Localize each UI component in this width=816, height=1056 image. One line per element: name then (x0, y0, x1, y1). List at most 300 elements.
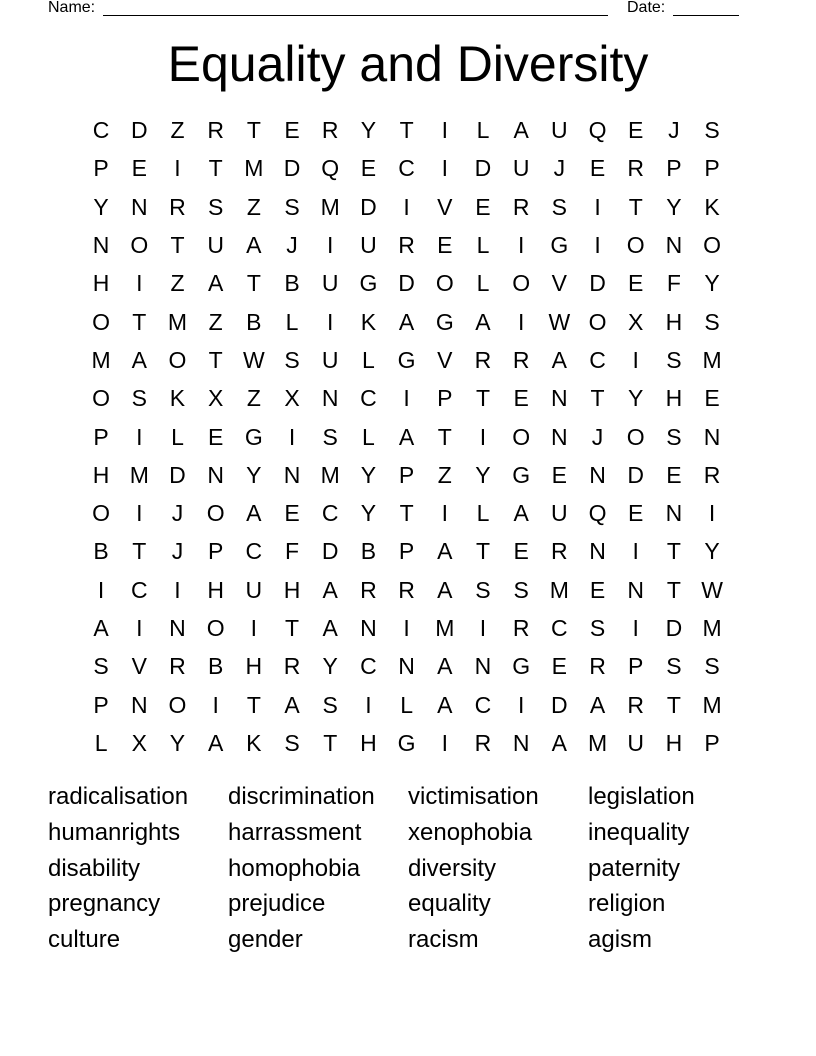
grid-cell[interactable]: A (131, 346, 147, 373)
grid-cell[interactable]: L (476, 270, 490, 297)
grid-cell[interactable]: E (551, 653, 568, 680)
grid-cell[interactable]: A (551, 729, 568, 756)
grid-cell[interactable]: S (704, 653, 720, 680)
grid-cell[interactable]: B (207, 653, 224, 680)
grid-cell[interactable]: J (171, 538, 184, 565)
grid-cell[interactable]: U (321, 346, 339, 373)
grid-cell[interactable]: A (589, 691, 606, 718)
grid-cell[interactable]: L (94, 729, 108, 756)
grid-cell[interactable]: N (589, 461, 606, 488)
grid-cell[interactable]: B (246, 308, 262, 335)
grid-cell[interactable]: A (475, 308, 491, 335)
grid-cell[interactable]: M (91, 346, 111, 373)
grid-cell[interactable]: Y (169, 729, 186, 756)
grid-cell[interactable]: O (92, 385, 111, 412)
grid-cell[interactable]: S (704, 308, 720, 335)
grid-cell[interactable]: G (512, 461, 531, 488)
grid-cell[interactable]: G (397, 346, 416, 373)
grid-cell[interactable]: L (476, 117, 490, 144)
grid-cell[interactable]: H (665, 308, 683, 335)
grid-cell[interactable]: I (632, 538, 639, 565)
grid-cell[interactable]: G (435, 308, 454, 335)
grid-cell[interactable]: I (212, 691, 219, 718)
grid-cell[interactable]: O (92, 500, 111, 527)
grid-cell[interactable]: A (437, 576, 453, 603)
grid-cell[interactable]: O (168, 691, 187, 718)
grid-cell[interactable]: N (665, 500, 683, 527)
word-list-item: culture (48, 926, 121, 954)
grid-cell[interactable]: P (207, 538, 224, 565)
grid-cell[interactable]: N (474, 653, 492, 680)
grid-cell[interactable]: I (403, 385, 410, 412)
grid-cell[interactable]: T (666, 576, 681, 603)
grid-cell[interactable]: Q (588, 500, 607, 527)
grid-cell[interactable]: P (704, 155, 720, 182)
grid-cell[interactable]: D (321, 538, 339, 565)
grid-cell[interactable]: U (551, 117, 568, 144)
grid-cell[interactable]: J (591, 423, 604, 450)
grid-cell[interactable]: C (398, 155, 415, 182)
grid-cell[interactable]: C (92, 117, 110, 144)
grid-cell[interactable]: O (206, 500, 225, 527)
grid-cell[interactable]: R (321, 117, 339, 144)
grid-cell[interactable]: I (441, 729, 448, 756)
grid-cell[interactable]: U (551, 500, 568, 527)
grid-cell[interactable]: B (360, 538, 377, 565)
grid-cell[interactable]: L (362, 346, 375, 373)
grid-cell[interactable]: H (92, 461, 110, 488)
grid-cell[interactable]: X (284, 385, 300, 412)
grid-cell[interactable]: O (512, 423, 531, 450)
name-blank-line[interactable] (103, 15, 608, 16)
grid-cell[interactable]: Y (246, 461, 262, 488)
grid-cell[interactable]: I (174, 576, 181, 603)
grid-cell[interactable]: O (435, 270, 454, 297)
grid-cell[interactable]: U (321, 270, 339, 297)
grid-cell[interactable]: O (626, 423, 645, 450)
grid-cell[interactable]: D (551, 691, 568, 718)
grid-cell[interactable]: V (131, 653, 147, 680)
grid-cell[interactable]: A (398, 423, 415, 450)
grid-cell[interactable]: P (93, 423, 109, 450)
grid-cell[interactable]: P (437, 385, 453, 412)
grid-cell[interactable]: H (207, 576, 224, 603)
grid-cell[interactable]: I (327, 232, 334, 259)
grid-cell[interactable]: D (627, 461, 645, 488)
grid-cell[interactable]: I (441, 117, 448, 144)
grid-cell[interactable]: A (322, 576, 338, 603)
grid-cell[interactable]: N (321, 385, 339, 412)
grid-cell[interactable]: T (285, 615, 300, 641)
grid-cell[interactable]: N (398, 653, 415, 680)
grid-cell[interactable]: A (437, 653, 453, 680)
grid-cell[interactable]: R (474, 729, 492, 756)
grid-cell[interactable]: G (550, 232, 569, 259)
grid-cell[interactable]: T (399, 500, 414, 527)
grid-cell[interactable]: S (322, 691, 338, 718)
grid-cell[interactable]: G (359, 270, 378, 297)
grid-cell[interactable]: L (476, 232, 490, 259)
grid-row (82, 341, 732, 379)
grid-cell[interactable]: A (207, 270, 224, 297)
grid-cell[interactable]: G (512, 653, 531, 680)
grid-cell[interactable]: K (246, 729, 262, 756)
grid-cell[interactable]: P (93, 155, 109, 182)
grid-cell[interactable]: Y (360, 500, 377, 527)
grid-cell[interactable]: U (207, 232, 224, 259)
grid-cell[interactable]: J (668, 117, 680, 144)
grid-cell[interactable]: F (666, 270, 681, 297)
grid-row (82, 111, 732, 149)
grid-cell[interactable]: S (322, 423, 338, 450)
grid-cell[interactable]: E (666, 461, 682, 488)
grid-cell[interactable]: D (665, 615, 683, 641)
grid-cell[interactable]: M (587, 729, 608, 756)
grid-cell[interactable]: Z (246, 385, 261, 412)
grid-cell[interactable]: Z (170, 270, 185, 297)
grid-cell[interactable]: E (284, 117, 300, 144)
grid-cell[interactable]: W (242, 346, 265, 373)
grid-cell[interactable]: H (283, 576, 301, 603)
grid-cell[interactable]: O (703, 232, 722, 259)
grid-cell[interactable]: H (360, 729, 377, 756)
grid-cell[interactable]: K (704, 193, 720, 220)
grid-cell[interactable]: E (475, 193, 491, 220)
grid-cell[interactable]: T (323, 729, 338, 756)
grid-cell[interactable]: N (627, 576, 645, 603)
grid-cell[interactable]: P (628, 653, 644, 680)
grid-cell[interactable]: I (97, 576, 105, 603)
grid-cell[interactable]: V (551, 270, 568, 297)
grid-cell[interactable]: M (320, 461, 340, 488)
grid-cell[interactable]: M (244, 155, 264, 182)
grid-cell[interactable]: R (627, 691, 645, 718)
grid-cell[interactable]: G (397, 729, 416, 756)
grid-cell[interactable]: C (360, 653, 377, 680)
grid-cell[interactable]: V (437, 193, 453, 220)
grid-cell[interactable]: V (437, 346, 453, 373)
grid-cell[interactable]: E (628, 117, 644, 144)
grid-cell[interactable]: K (169, 385, 186, 412)
grid-cell[interactable]: S (284, 193, 300, 220)
grid-cell[interactable]: M (549, 576, 569, 603)
grid-cell[interactable]: W (701, 576, 723, 603)
grid-cell[interactable]: N (360, 615, 377, 641)
grid-cell[interactable]: A (437, 538, 453, 565)
grid-cell[interactable]: E (360, 155, 377, 182)
grid-cell[interactable]: I (632, 346, 639, 373)
grid-cell[interactable]: I (288, 423, 296, 450)
grid-cell[interactable]: C (360, 385, 377, 412)
grid-cell[interactable]: U (360, 232, 377, 259)
grid-cell[interactable]: R (207, 117, 224, 144)
grid-cell[interactable]: N (130, 193, 148, 220)
grid-cell[interactable]: M (320, 193, 340, 220)
grid-cell[interactable]: Z (170, 117, 185, 144)
grid-cell[interactable]: Z (437, 461, 452, 488)
grid-cell[interactable]: M (129, 461, 149, 488)
grid-cell[interactable]: S (207, 193, 224, 220)
grid-cell[interactable]: I (708, 500, 716, 527)
grid-cell[interactable]: P (704, 729, 720, 756)
grid-cell[interactable]: R (512, 346, 530, 373)
grid-cell[interactable]: T (170, 232, 185, 259)
grid-cell[interactable]: A (246, 232, 262, 259)
grid-cell[interactable]: H (665, 729, 683, 756)
grid-cell[interactable]: X (207, 385, 224, 412)
date-blank-line[interactable] (673, 15, 739, 16)
grid-cell[interactable]: T (246, 117, 261, 144)
letter-grid (82, 111, 732, 762)
grid-cell[interactable]: I (136, 423, 143, 450)
grid-cell[interactable]: R (627, 155, 645, 182)
grid-cell[interactable]: T (475, 385, 490, 412)
grid-cell[interactable]: T (666, 691, 681, 718)
grid-cell[interactable]: N (130, 691, 148, 718)
grid-cell[interactable]: R (398, 576, 415, 603)
grid-cell[interactable]: L (476, 500, 490, 527)
grid-cell[interactable]: C (474, 691, 492, 718)
grid-cell[interactable]: I (174, 155, 181, 182)
grid-cell[interactable]: N (207, 461, 224, 488)
grid-cell[interactable]: O (206, 615, 225, 641)
grid-cell[interactable]: R (512, 193, 530, 220)
grid-cell[interactable]: Y (322, 653, 338, 680)
grid-cell[interactable]: J (286, 232, 298, 259)
grid-cell[interactable]: I (136, 270, 143, 297)
grid-cell[interactable]: F (285, 538, 300, 565)
grid-cell[interactable]: B (93, 538, 109, 565)
grid-cell[interactable]: H (665, 385, 683, 412)
grid-cell[interactable]: R (474, 346, 492, 373)
grid-cell[interactable]: E (131, 155, 147, 182)
grid-cell[interactable]: S (284, 346, 300, 373)
grid-cell[interactable]: R (169, 193, 186, 220)
grid-cell[interactable]: L (285, 308, 299, 335)
grid-cell[interactable]: I (403, 615, 410, 641)
grid-cell[interactable]: U (245, 576, 263, 603)
grid-cell[interactable]: I (250, 615, 258, 641)
grid-cell[interactable]: N (169, 615, 186, 641)
grid-cell[interactable]: I (136, 615, 143, 641)
grid-cell[interactable]: A (93, 615, 109, 641)
grid-cell[interactable]: I (632, 615, 639, 641)
grid-cell[interactable]: E (704, 385, 720, 412)
grid-cell[interactable]: P (93, 691, 109, 718)
grid-cell[interactable]: E (551, 461, 568, 488)
grid-cell[interactable]: I (441, 500, 448, 527)
grid-cell[interactable]: Y (704, 270, 720, 297)
grid-cell[interactable]: T (590, 385, 605, 412)
grid-cell[interactable]: R (703, 461, 721, 488)
grid-cell[interactable]: R (589, 653, 606, 680)
grid-cell[interactable]: O (130, 232, 149, 259)
grid-cell[interactable]: T (628, 193, 643, 220)
grid-cell[interactable]: X (131, 729, 147, 756)
grid-cell[interactable]: R (169, 653, 186, 680)
grid-cell[interactable]: H (92, 270, 110, 297)
grid-cell[interactable]: A (322, 615, 338, 641)
grid-cell[interactable]: A (551, 346, 568, 373)
grid-cell[interactable]: Y (360, 117, 377, 144)
grid-cell[interactable]: M (702, 691, 722, 718)
grid-cell[interactable]: Q (321, 155, 340, 182)
grid-cell[interactable]: E (437, 232, 453, 259)
grid-cell[interactable]: L (362, 423, 375, 450)
grid-cell[interactable]: I (594, 232, 601, 259)
grid-cell[interactable]: D (130, 117, 148, 144)
grid-cell[interactable]: S (666, 423, 682, 450)
grid-cell[interactable]: I (479, 615, 487, 641)
grid-cell[interactable]: U (512, 155, 530, 182)
grid-cell[interactable]: N (512, 729, 530, 756)
grid-cell[interactable]: S (704, 117, 720, 144)
grid-cell[interactable]: I (517, 691, 525, 718)
grid-cell[interactable]: A (284, 691, 300, 718)
grid-cell[interactable]: A (207, 729, 224, 756)
grid-cell[interactable]: M (435, 615, 455, 641)
grid-cell[interactable]: I (594, 193, 601, 220)
grid-cell[interactable]: S (513, 576, 529, 603)
grid-cell[interactable]: L (400, 691, 413, 718)
grid-row (82, 571, 732, 609)
grid-cell[interactable]: Y (360, 461, 377, 488)
grid-cell[interactable]: I (365, 691, 372, 718)
grid-cell[interactable]: N (551, 423, 568, 450)
grid-cell[interactable]: S (551, 193, 568, 220)
grid-cell[interactable]: D (589, 270, 606, 297)
grid-cell[interactable]: E (513, 538, 529, 565)
grid-cell[interactable]: Y (666, 193, 682, 220)
grid-cell[interactable]: T (132, 538, 147, 565)
grid-cell[interactable]: T (246, 691, 261, 718)
grid-cell[interactable]: S (666, 346, 682, 373)
grid-cell[interactable]: A (398, 308, 415, 335)
grid-cell[interactable]: A (513, 117, 529, 144)
grid-cell[interactable]: I (517, 232, 525, 259)
grid-cell[interactable]: T (208, 155, 223, 182)
grid-cell[interactable]: I (517, 308, 525, 335)
grid-cell[interactable]: X (628, 308, 644, 335)
grid-cell[interactable]: I (327, 308, 334, 335)
grid-cell[interactable]: A (437, 691, 453, 718)
grid-cell[interactable]: S (93, 653, 109, 680)
grid-cell[interactable]: O (512, 270, 531, 297)
grid-cell[interactable]: U (627, 729, 645, 756)
grid-cell[interactable]: A (246, 500, 262, 527)
grid-cell[interactable]: Z (208, 308, 223, 335)
grid-cell[interactable]: O (168, 346, 187, 373)
grid-cell[interactable]: Y (704, 538, 720, 565)
grid-cell[interactable]: N (665, 232, 683, 259)
grid-cell[interactable]: K (360, 308, 377, 335)
grid-cell[interactable]: G (244, 423, 263, 450)
grid-cell[interactable]: O (92, 308, 111, 335)
grid-cell[interactable]: I (479, 423, 487, 450)
grid-cell[interactable]: N (589, 538, 606, 565)
grid-cell[interactable]: C (130, 576, 148, 603)
grid-cell[interactable]: Y (628, 385, 644, 412)
grid-cell[interactable]: Y (93, 193, 109, 220)
grid-cell[interactable]: E (513, 385, 529, 412)
grid-cell[interactable]: D (474, 155, 492, 182)
grid-cell[interactable]: J (171, 500, 184, 527)
grid-cell[interactable]: T (208, 346, 223, 373)
grid-cell[interactable]: E (589, 155, 606, 182)
grid-cell[interactable]: C (589, 346, 606, 373)
grid-cell[interactable]: R (283, 653, 301, 680)
grid-cell[interactable]: C (551, 615, 568, 641)
grid-cell[interactable]: S (284, 729, 300, 756)
grid-cell[interactable]: J (553, 155, 566, 182)
grid-cell[interactable]: D (283, 155, 301, 182)
grid-cell[interactable]: C (245, 538, 263, 565)
grid-cell[interactable]: M (167, 308, 188, 335)
grid-cell[interactable]: P (666, 155, 682, 182)
grid-cell[interactable]: T (399, 117, 414, 144)
grid-cell[interactable]: T (246, 270, 261, 297)
grid-cell[interactable]: S (475, 576, 491, 603)
grid-cell[interactable]: T (475, 538, 490, 565)
grid-cell[interactable]: T (437, 423, 452, 450)
grid-row (82, 188, 732, 226)
grid-cell[interactable]: N (283, 461, 301, 488)
grid-cell[interactable]: R (360, 576, 377, 603)
grid-cell[interactable]: L (171, 423, 184, 450)
grid-cell[interactable]: I (403, 193, 410, 220)
grid-cell[interactable]: H (245, 653, 263, 680)
grid-cell[interactable]: M (702, 615, 722, 641)
grid-cell[interactable]: M (702, 346, 722, 373)
grid-cell[interactable]: O (588, 308, 607, 335)
grid-cell[interactable]: D (169, 461, 186, 488)
grid-cell[interactable]: T (666, 538, 681, 565)
grid-cell[interactable]: O (626, 232, 645, 259)
grid-cell[interactable]: N (703, 423, 721, 450)
grid-cell[interactable]: E (628, 500, 644, 527)
grid-cell[interactable]: W (548, 308, 571, 335)
grid-cell[interactable]: S (666, 653, 682, 680)
grid-cell[interactable]: D (360, 193, 377, 220)
grid-cell[interactable]: E (207, 423, 224, 450)
grid-cell[interactable]: E (589, 576, 606, 603)
grid-cell[interactable]: Z (246, 193, 261, 220)
grid-cell[interactable]: B (284, 270, 300, 297)
grid-cell[interactable]: R (551, 538, 568, 565)
grid-cell[interactable]: E (284, 500, 300, 527)
grid-cell[interactable]: S (131, 385, 147, 412)
grid-cell[interactable]: R (512, 615, 530, 641)
grid-cell[interactable]: N (92, 232, 110, 259)
word-list-item: prejudice (228, 890, 326, 918)
grid-cell[interactable]: I (441, 155, 448, 182)
date-label: Date: (627, 0, 666, 16)
grid-cell[interactable]: C (321, 500, 339, 527)
grid-cell[interactable]: P (398, 461, 415, 488)
grid-cell[interactable]: R (398, 232, 415, 259)
grid-cell[interactable]: T (132, 308, 147, 335)
grid-cell[interactable]: I (136, 500, 143, 527)
grid-cell[interactable]: Q (588, 117, 607, 144)
grid-cell[interactable]: D (398, 270, 415, 297)
header-line (48, 0, 748, 20)
grid-cell[interactable]: P (398, 538, 415, 565)
grid-cell[interactable]: Y (475, 461, 491, 488)
grid-cell[interactable]: N (551, 385, 568, 412)
grid-cell[interactable]: E (628, 270, 644, 297)
grid-cell[interactable]: A (513, 500, 529, 527)
grid-cell[interactable]: S (589, 615, 606, 641)
